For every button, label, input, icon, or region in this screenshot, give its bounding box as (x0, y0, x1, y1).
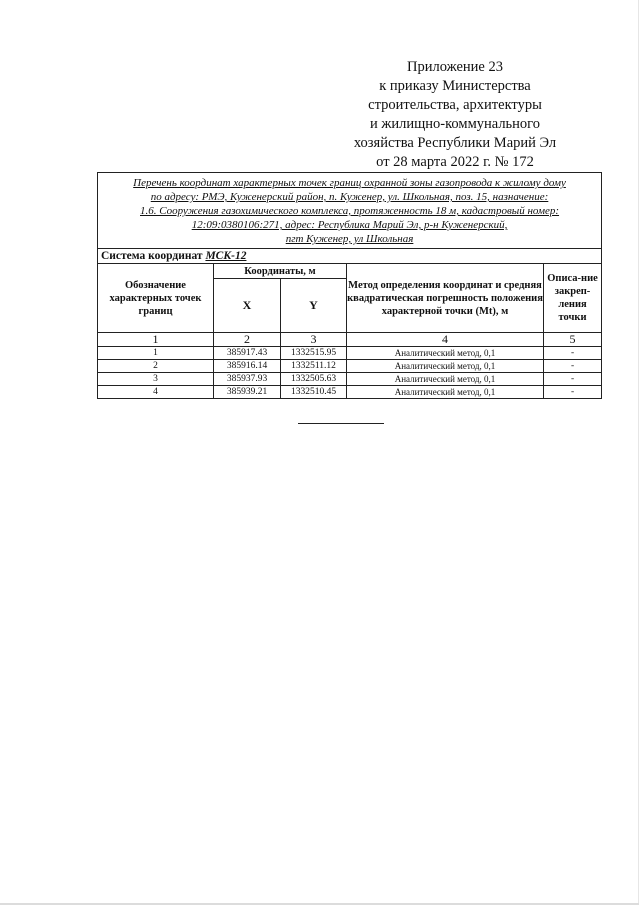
header-x: X (214, 279, 281, 333)
column-number: 1 (98, 333, 214, 347)
table-caption (98, 173, 602, 249)
cell-x: 385937.93 (214, 373, 281, 386)
table-row (98, 347, 602, 360)
cell-y: 1332515.95 (281, 347, 347, 360)
cell-description: - (544, 360, 602, 373)
table-row (98, 386, 602, 399)
table-row (98, 373, 602, 386)
header-method: Метод определения координат и средняя квадратическая погрешность положения характерной точки (Mt), м (347, 264, 544, 333)
header-coordinates: Координаты, м (214, 264, 347, 279)
appendix-line: и жилищно-коммунального (369, 116, 541, 132)
cell-point: 4 (98, 386, 214, 399)
caption-line: пгт Куженер, ул Школьная (285, 233, 414, 245)
caption-line: Перечень координат характерных точек границ охранной зоны газопровода к жилому дому (133, 177, 566, 189)
cell-x: 385916.14 (214, 360, 281, 373)
cell-point: 2 (98, 360, 214, 373)
cell-method: Аналитический метод, 0,1 (347, 373, 544, 386)
coordinates-table (97, 172, 602, 399)
appendix-line: от 28 марта 2022 г. № 172 (376, 154, 534, 170)
cell-point: 3 (98, 373, 214, 386)
cell-x: 385939.21 (214, 386, 281, 399)
appendix-line: строительства, архитектуры (368, 97, 542, 113)
cell-method: Аналитический метод, 0,1 (347, 386, 544, 399)
column-number-row (98, 333, 602, 347)
table-row (98, 360, 602, 373)
cell-y: 1332510.45 (281, 386, 347, 399)
closing-divider (298, 423, 384, 424)
header-y: Y (281, 279, 347, 333)
cell-x: 385917.43 (214, 347, 281, 360)
caption-line: 1.6. Сооружения газохимического комплекса, протяженность 18 м, кадастровый номер: (140, 205, 560, 217)
cell-point: 1 (98, 347, 214, 360)
header-point: Обозначение характерных точек границ (98, 264, 214, 333)
header-description: Описа-ние закреп-ления точки (544, 264, 602, 333)
appendix-header (330, 58, 580, 172)
caption-line: по адресу: РМЭ, Куженерский район, п. Куженер, ул. Школьная, поз. 15, назначение: (150, 191, 549, 203)
coordinate-system-label: Система координат (101, 250, 203, 262)
coordinate-system-name: МСК-12 (205, 250, 247, 262)
cell-y: 1332511.12 (281, 360, 347, 373)
appendix-line: Приложение 23 (407, 59, 503, 75)
column-number: 4 (347, 333, 544, 347)
cell-description: - (544, 347, 602, 360)
cell-description: - (544, 386, 602, 399)
cell-method: Аналитический метод, 0,1 (347, 360, 544, 373)
coordinate-system (98, 249, 602, 264)
appendix-line: хозяйства Республики Марий Эл (353, 135, 557, 151)
cell-description: - (544, 373, 602, 386)
column-number: 3 (281, 333, 347, 347)
column-number: 5 (544, 333, 602, 347)
cell-y: 1332505.63 (281, 373, 347, 386)
appendix-line: к приказу Министерства (379, 78, 531, 94)
caption-line: 12:09:0380106:271, адрес: Республика Марий Эл, р-н Куженерский, (191, 219, 508, 231)
column-number: 2 (214, 333, 281, 347)
cell-method: Аналитический метод, 0,1 (347, 347, 544, 360)
